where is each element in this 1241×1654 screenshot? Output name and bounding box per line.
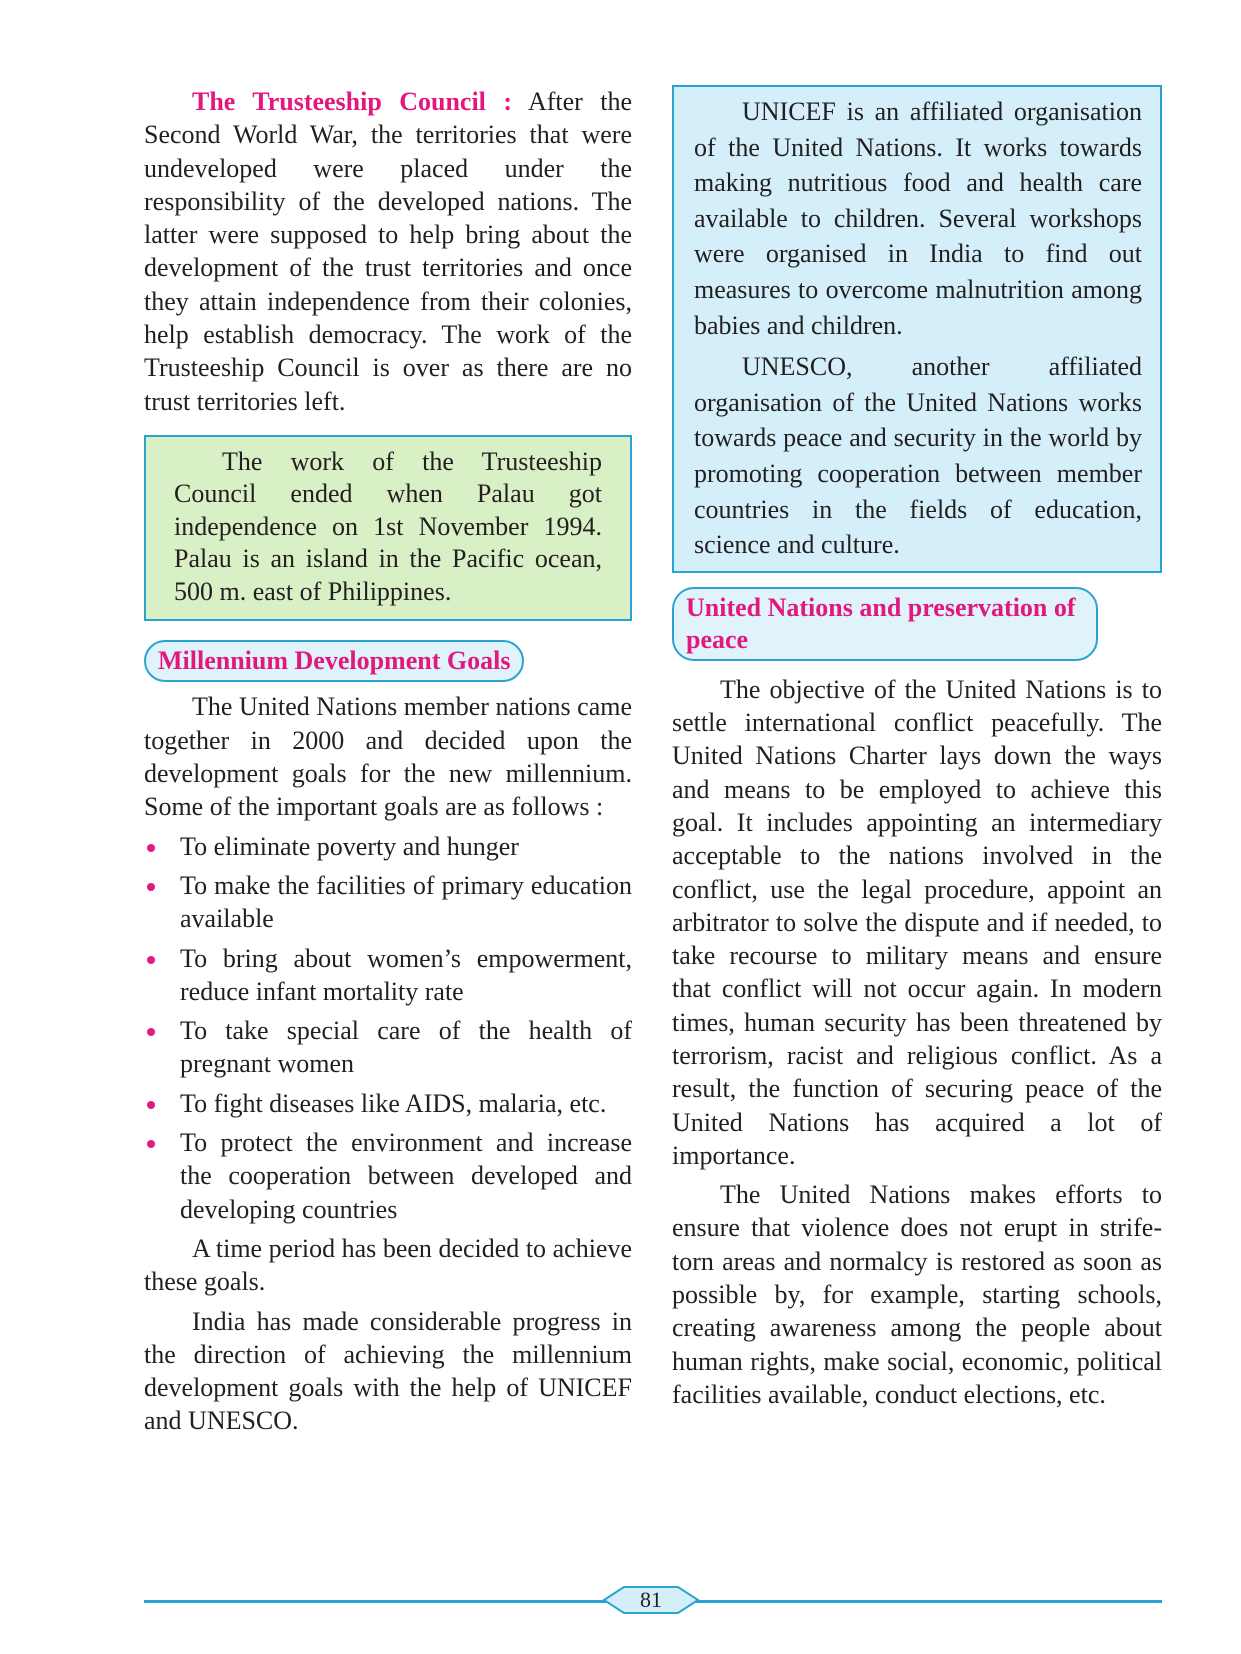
india-progress-paragraph: India has made considerable progress in the direction of achieving the millennium development goals with the help of UNICEF and UNESCO. — [144, 1306, 632, 1436]
peace-paragraph-1: The objective of the United Nations is to settle international conflict peacefully. The United Nations Charter lays down the ways and means to be employed to achieve this goal. It includes appointing an intermediary acceptable to the nations involved in the conflict, use the legal procedure, appoint an arbitrator to solve the dispute and if needed, to take recourse to military means and ensure that conflict will not occur again. In modern times, human security has been threatened by terrorism, racist and religious conflict. As a result, the function of securing peace of the United Nations has acquired a lot of importance. — [672, 674, 1162, 1170]
goal-text: To protect the environment and increase the cooperation between developed and developing countries — [180, 1128, 632, 1224]
bullet-icon — [147, 956, 155, 964]
bullet-icon — [147, 1028, 155, 1036]
mdg-heading: Millennium Development Goals — [144, 640, 524, 682]
list-item — [144, 1014, 632, 1081]
mdg-intro: The United Nations member nations came together in 2000 and decided upon the development goals for the new millennium. Some of the important goals are as follows : — [144, 692, 632, 822]
page-number: 81 — [640, 1587, 662, 1612]
bullet-icon — [147, 883, 155, 891]
time-period-paragraph: A time period has been decided to achieve these goals. — [144, 1233, 632, 1297]
goal-text: To make the facilities of primary education available — [180, 870, 632, 934]
goal-text: To eliminate poverty and hunger — [180, 831, 519, 861]
peace-paragraph-2: The United Nations makes efforts to ensure that violence does not erupt in strife-torn areas and normalcy is restored as soon as possible by, for example, starting schools, creating awareness among the people about human rights, make social, economic, political facilities available, conduct elections, etc. — [672, 1180, 1162, 1409]
left-column — [144, 85, 632, 1438]
trusteeship-heading: The Trusteeship Council : — [192, 87, 512, 116]
trusteeship-text: After the Second World War, the territories that were undeveloped were placed under the responsibility of the developed nations. The latter were supposed to help bring about the development of the trust territories and once they attain independence from their colonies, help establish democracy. The work of the Trusteeship Council is over as there are no trust territories left. — [144, 87, 632, 416]
bullet-icon — [147, 1140, 155, 1148]
bullet-icon — [147, 1101, 155, 1109]
list-item — [144, 1126, 632, 1226]
goal-text: To take special care of the health of pregnant women — [180, 1016, 632, 1079]
trusteeship-paragraph — [144, 85, 632, 418]
bullet-icon — [147, 844, 155, 852]
list-item — [144, 1087, 632, 1120]
palau-note-text: The work of the Trusteeship Council ended when Palau got independence on 1st November 1994. Palau is an island in the Pacific ocean, 500 m. east of Philippines. — [174, 446, 602, 606]
list-item — [144, 942, 632, 1009]
right-column — [672, 85, 1162, 1411]
list-item — [144, 830, 632, 863]
goals-list — [144, 830, 632, 1226]
goal-text: To fight diseases like AIDS, malaria, etc. — [180, 1088, 607, 1118]
goal-text: To bring about women’s empowerment, reduce infant mortality rate — [180, 943, 632, 1006]
unesco-paragraph: UNESCO, another affiliated organisation of the United Nations works towards peace and security in the world by promoting cooperation between member countries in the fields of education, science and culture. — [694, 352, 1142, 560]
unicef-paragraph: UNICEF is an affiliated organisation of the United Nations. It works towards making nutritious food and health care available to children. Several workshops were organised in India to find out measures to overcome malnutrition among babies and children. — [694, 97, 1142, 340]
list-item — [144, 869, 632, 936]
peace-heading: United Nations and preservation of peace — [672, 587, 1098, 661]
palau-note-box — [144, 435, 632, 622]
unicef-unesco-box — [672, 85, 1162, 573]
